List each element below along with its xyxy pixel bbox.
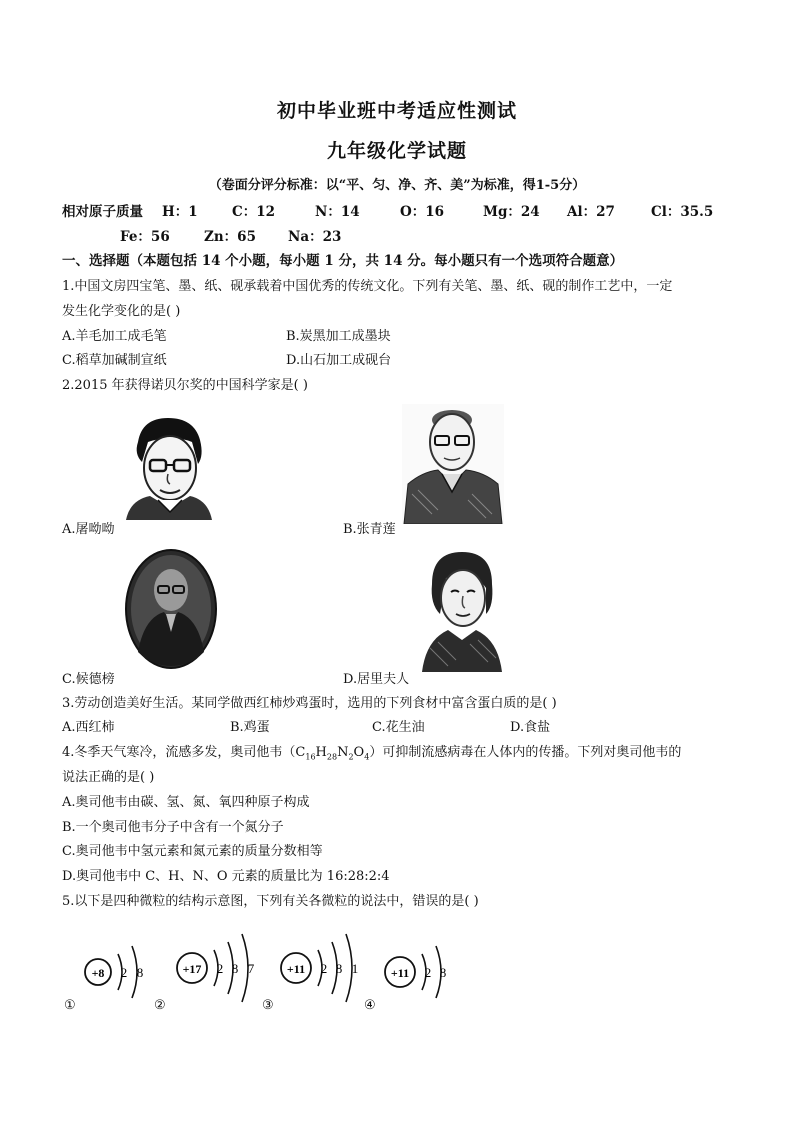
particle-diagram-3: [276, 928, 366, 1004]
q1-stem-line2: 发生化学变化的是( ): [62, 304, 181, 319]
q4-stem-post: ）可抑制流感病毒在人体内的传播。下列对奥司他韦的: [369, 745, 682, 760]
q4-option-b: B.一个奥司他韦分子中含有一个氮分子: [62, 820, 284, 835]
atomic-mass-c: C：12: [232, 204, 276, 220]
particle-1-label: ①: [64, 998, 76, 1013]
atomic-mass-o: O：16: [400, 204, 445, 220]
q5-stem: 5.以下是四种微粒的结构示意图，下列有关各微粒的说法中，错误的是( ): [62, 894, 479, 909]
q1-option-a: A.羊毛加工成毛笔: [62, 329, 167, 344]
scoring-standard: （卷面分评分标准：以“平、匀、净、齐、美”为标准，得1-5分）: [208, 178, 586, 193]
particle-1-shell-1: 2: [120, 965, 128, 980]
particle-1-shell-2: 8: [136, 965, 144, 980]
q2-stem: 2.2015 年获得诺贝尔奖的中国科学家是( ): [62, 378, 308, 393]
atomic-mass-fe: Fe：56: [120, 229, 170, 245]
q2-option-a: A.屠呦呦: [62, 522, 115, 537]
atomic-mass-label: 相对原子质量: [62, 204, 143, 220]
q2-option-b: B.张青莲: [343, 522, 396, 537]
q2-option-c: C.候德榜: [62, 672, 115, 687]
particle-3-shell-1: 2: [320, 961, 328, 976]
particle-3-nucleus: +11: [286, 962, 306, 976]
particle-3-shell-3: 1: [351, 961, 359, 976]
atomic-mass-mg: Mg：24: [483, 204, 540, 220]
particle-diagram-4: [380, 932, 460, 1008]
q4-option-a: A.奥司他韦由碳、氢、氮、氧四种原子构成: [62, 795, 310, 810]
portrait-d-image: [418, 548, 506, 672]
portrait-c-image: [124, 548, 218, 670]
q1-option-d: D.山石加工成砚台: [286, 353, 392, 368]
particle-2-shell-3: 7: [247, 961, 255, 976]
particle-3-label: ③: [262, 998, 274, 1013]
particle-4-nucleus: +11: [390, 966, 410, 980]
particle-3-shell-2: 8: [335, 961, 343, 976]
atomic-mass-cl: Cl：35.5: [651, 204, 714, 220]
particle-diagram-2: [172, 928, 262, 1004]
particle-2-shell-1: 2: [216, 961, 224, 976]
particle-diagram-1: [80, 934, 160, 1004]
q2-option-d: D.居里夫人: [343, 672, 410, 687]
atomic-mass-n: N：14: [315, 204, 360, 220]
particle-1-nucleus: +8: [91, 966, 105, 980]
particle-2-nucleus: +17: [182, 962, 202, 976]
atomic-mass-na: Na：23: [288, 229, 342, 245]
q4-stem-line2: 说法正确的是( ): [62, 770, 155, 785]
atomic-mass-zn: Zn：65: [204, 229, 256, 245]
q4-option-c: C.奥司他韦中氢元素和氮元素的质量分数相等: [62, 844, 323, 859]
q3-option-a: A.西红柿: [62, 720, 115, 735]
q4-option-d: D.奥司他韦中 C、H、N、O 元素的质量比为 16:28:2:4: [62, 869, 390, 884]
particle-4-label: ④: [364, 998, 376, 1013]
q4-stem-pre: 4.冬季天气寒冷，流感多发，奥司他韦（: [62, 745, 296, 760]
exam-title: 初中毕业班中考适应性测试: [276, 100, 517, 122]
q3-option-b: B.鸡蛋: [230, 720, 270, 735]
q1-option-c: C.稻草加碱制宣纸: [62, 353, 167, 368]
section-heading: 一、选择题（本题包括 14 个小题，每小题 1 分，共 14 分。每小题只有一个选项符合题意）: [62, 253, 624, 269]
particle-4-shell-2: 8: [439, 965, 447, 980]
exam-subtitle: 九年级化学试题: [326, 140, 467, 162]
particle-2-label: ②: [154, 998, 166, 1013]
portrait-a-image: [120, 412, 216, 520]
q1-stem-line1: 1.中国文房四宝笔、墨、纸、砚承载着中国优秀的传统文化。下列有关笔、墨、纸、砚的制作工艺中，一定: [62, 279, 673, 294]
q3-option-d: D.食盐: [510, 720, 551, 735]
particle-4-shell-1: 2: [424, 965, 432, 980]
atomic-mass-al: Al：27: [567, 204, 615, 220]
q4-stem-line1: [62, 741, 681, 762]
q3-option-c: C.花生油: [372, 720, 425, 735]
particle-2-shell-2: 8: [231, 961, 239, 976]
q3-stem: 3.劳动创造美好生活。某同学做西红柿炒鸡蛋时，选用的下列食材中富含蛋白质的是( ): [62, 696, 557, 711]
atomic-mass-h: H：1: [162, 204, 198, 220]
q1-option-b: B.炭黑加工成墨块: [286, 329, 391, 344]
q4-formula: $C_{16}H_{28}N_2O_4$: [295, 745, 370, 762]
portrait-b-image: [402, 404, 504, 524]
